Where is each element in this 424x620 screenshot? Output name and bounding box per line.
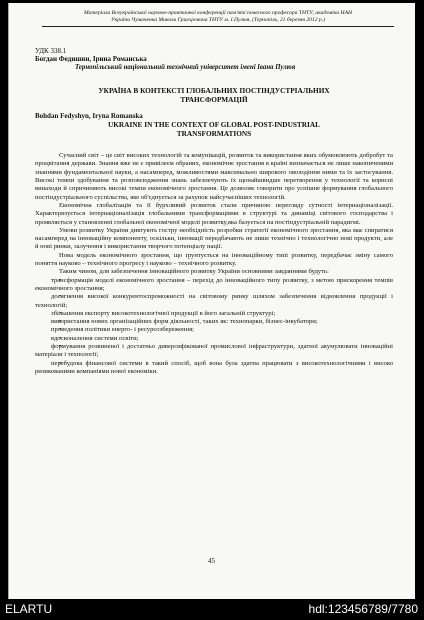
- list-item: • вдосконалення системи освіти;: [35, 335, 393, 343]
- list-item: • проведення політики енерго- і ресурсозбереження;: [35, 326, 393, 334]
- authors-ukrainian: Богдан Федишин, Ірина Романська: [35, 55, 147, 64]
- udk-code: УДК 338.1: [35, 47, 67, 55]
- running-header: [42, 10, 394, 27]
- affiliation: Тернопільський національний технічний університет імені Івана Пулюя: [75, 63, 296, 71]
- tasks-list: [35, 277, 393, 377]
- list-item: • формування розвиненої і достатньо диверсифікованої промислової інфраструктури, здатної акумулювати інноваційні матеріали і технології;: [35, 343, 393, 360]
- authors-english: Bohdan Fedyshyn, Iryna Romanska: [35, 111, 143, 120]
- paragraph: Умови розвитку України диктують гостру необхідність розробки стратегії економічного зростання, яка має спиратися насамперед на інноваційну компоненту, оскільки, інновації передбачають не лише технічно і технологічно нові продукти, але й нові ринки, залучення і використання творчого потенціалу нації.: [35, 226, 393, 251]
- paragraph: Таким чином, для забезпечення інноваційного розвитку України основними завданнями будуть:: [59, 268, 329, 276]
- paragraph: Сучасний світ – це світ високих технологій та комунікацій, розвиток та використання яких обумовлюють добробут та процвітання держави. Знання вже не є привілеєм обраних, економічне зростання в країні визначається не лише накопиченими знаннями фундаментальної науки, а насамперед, можливостями максимально широкого оволодіння ними та їх застосування. Високі темпи здобування та розповсюдження знань забезпечують їх щонайшвидше перетворення у технології та корисні винаходи й спричиняють високі темпи економічного зростання. Це дозволяє говорити про успішне формування глобального постіндустріального суспільства, яке об'єднується за рахунок найсучасніших технологій.: [35, 152, 393, 201]
- document-page: [8, 3, 415, 599]
- paragraph: Економічна глобалізація та її бурхливий розвиток стали причиною перегляду сутності інтернаціоналізації. Характеризується інтернаціоналізація глобальними трансформаціями в структурі та динаміці світового господарства і проявляється у становленні глобальної економічної моделі розвитку,яка базується на постіндустріальній парадигмі.: [35, 201, 393, 226]
- header-line-2: України Чумаченка Миколи Григоровича ТНТУ м. І.Пулюя, (Тернопіль, 21 березня 2012 р.): [111, 16, 325, 23]
- list-item: • перебудова фінансової системи в такий спосіб, щоб вона була здатна працювати з високотехнологічними і високо ризикованими компаніями нової економіки.: [35, 360, 393, 377]
- title-ukrainian: УКРАЇНА В КОНТЕКСТІ ГЛОБАЛЬНИХ ПОСТІНДУСТРІАЛЬНИХ ТРАНСФОРМАЦІЙ: [98, 85, 330, 104]
- handle-identifier[interactable]: hdl:123456789/7780: [308, 602, 418, 616]
- article-body: [35, 47, 393, 376]
- repository-name: ELARTU: [5, 602, 53, 616]
- list-item: • збільшення експорту високотехнологічної продукції в його загальній структурі;: [35, 310, 393, 318]
- paragraph: Нова модель економічного зростання, що ґрунтується на інноваційному типі розвитку, передбачає зміну самого поняття науково – технічного прогресу і науково – технічного розвитку.: [35, 251, 393, 268]
- header-line-1: Матеріали Всеукраїнської науково-практичної конференції пам'яті почесного професора ТНТУ, академіка НАН: [83, 10, 353, 16]
- page-number: 45: [208, 557, 215, 565]
- list-item: • трансформація моделі економічного зростання – перехід до інноваційного типу розвитку, з метою прискорення темпів економічного зростання;: [35, 277, 393, 294]
- list-item: • досягнення високої конкурентоспроможності на світовому ринку шляхом забезпечення відновлення продукції і технологій;: [35, 293, 393, 310]
- title-english: UKRAINE IN THE CONTEXT OF GLOBAL POST-INDUSTRIAL TRANSFORMATIONS: [107, 120, 321, 139]
- list-item: • використання нових організаційних форм діяльності, таких як: технопарки, бізнес-інкубатори;: [35, 318, 393, 326]
- repository-footer: [0, 599, 424, 620]
